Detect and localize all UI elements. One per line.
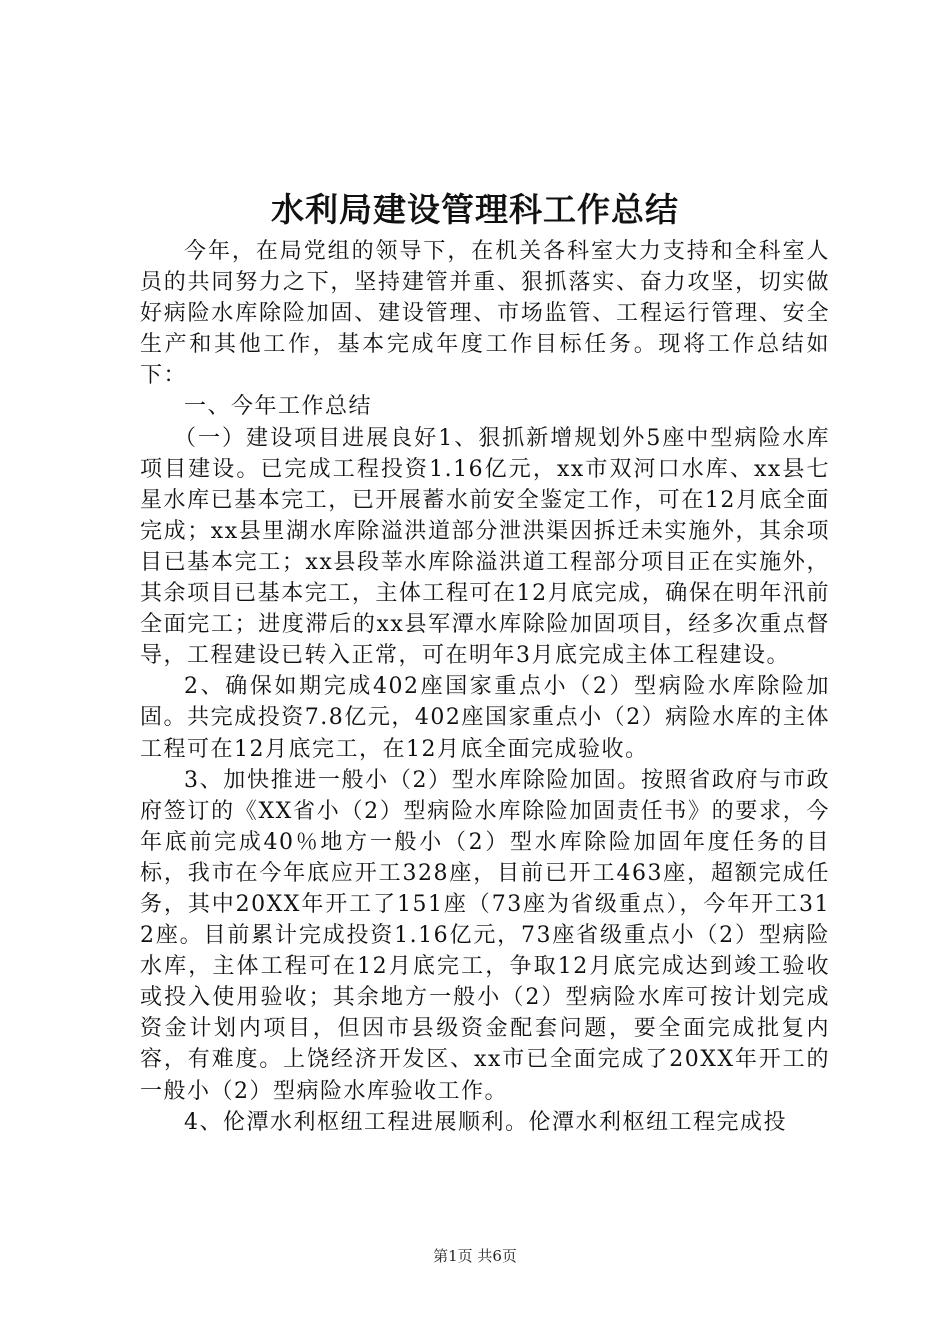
intro-paragraph: 今年，在局党组的领导下，在机关各科室大力支持和全科室人员的共同努力之下，坚持建管并重、狠抓落实、奋力攻坚，切实做好病险水库除险加固、建设管理、市场监管、工程运行管理、安全生产和其他工作，基本完成年度工作目标任务。现将工作总结如下：: [140, 239, 830, 389]
paragraph-item-3: 3、加快推进一般小（2）型水库除险加固。按照省政府与市政府签订的《XX省小（2）型病险水库除险加固责任书》的要求，今年底前完成40％地方一般小（2）型水库除险加固年度任务的目标，我市在今年底应开工328座，目前已开工463座，超额完成任务，其中20XX年开工了151座（73座为省级重点），今年开工312座。目前累计完成投资1.16亿元，73座省级重点小（2）型病险水库，主体工程可在12月底完工，争取12月底完成达到竣工验收或投入使用验收；其余地方一般小（2）型病险水库可按计划完成资金计划内项目，但因市县级资金配套问题，要全面完成批复内容，有难度。上饶经济开发区、xx市已全面完成了20XX年开工的一般小（2）型病险水库验收工作。: [140, 767, 830, 1104]
page-footer: 第1页 共6页: [433, 1247, 517, 1265]
document-title: 水利局建设管理科工作总结: [271, 190, 679, 229]
document-body: [140, 236, 830, 1138]
section-heading: 一、今年工作总结: [184, 394, 373, 420]
paragraph-item-2: 2、确保如期完成402座国家重点小（2）型病险水库除险加固。共完成投资7.8亿元，402座国家重点小（2）病险水库的主体工程可在12月底完工，在12月底全面完成验收。: [140, 674, 830, 762]
paragraph-item-4: 4、伦潭水利枢纽工程进展顺利。伦潭水利枢纽工程完成投: [184, 1109, 787, 1135]
paragraph-item-1: （一）建设项目进展良好1、狠抓新增规划外5座中型病险水库项目建设。已完成工程投资1.16亿元，xx市双河口水库、xx县七星水库已基本完工，已开展蓄水前安全鉴定工作，可在12月底全面完成；xx县里湖水库除溢洪道部分泄洪渠因拆迁未实施外，其余项目已基本完工；xx县段莘水库除溢洪道工程部分项目正在实施外，其余项目已基本完工，主体工程可在12月底完成，确保在明年汛前全面完工；进度滞后的xx县军潭水库除险加固项目，经多次重点督导，工程建设已转入正常，可在明年3月底完成主体工程建设。: [140, 425, 830, 669]
